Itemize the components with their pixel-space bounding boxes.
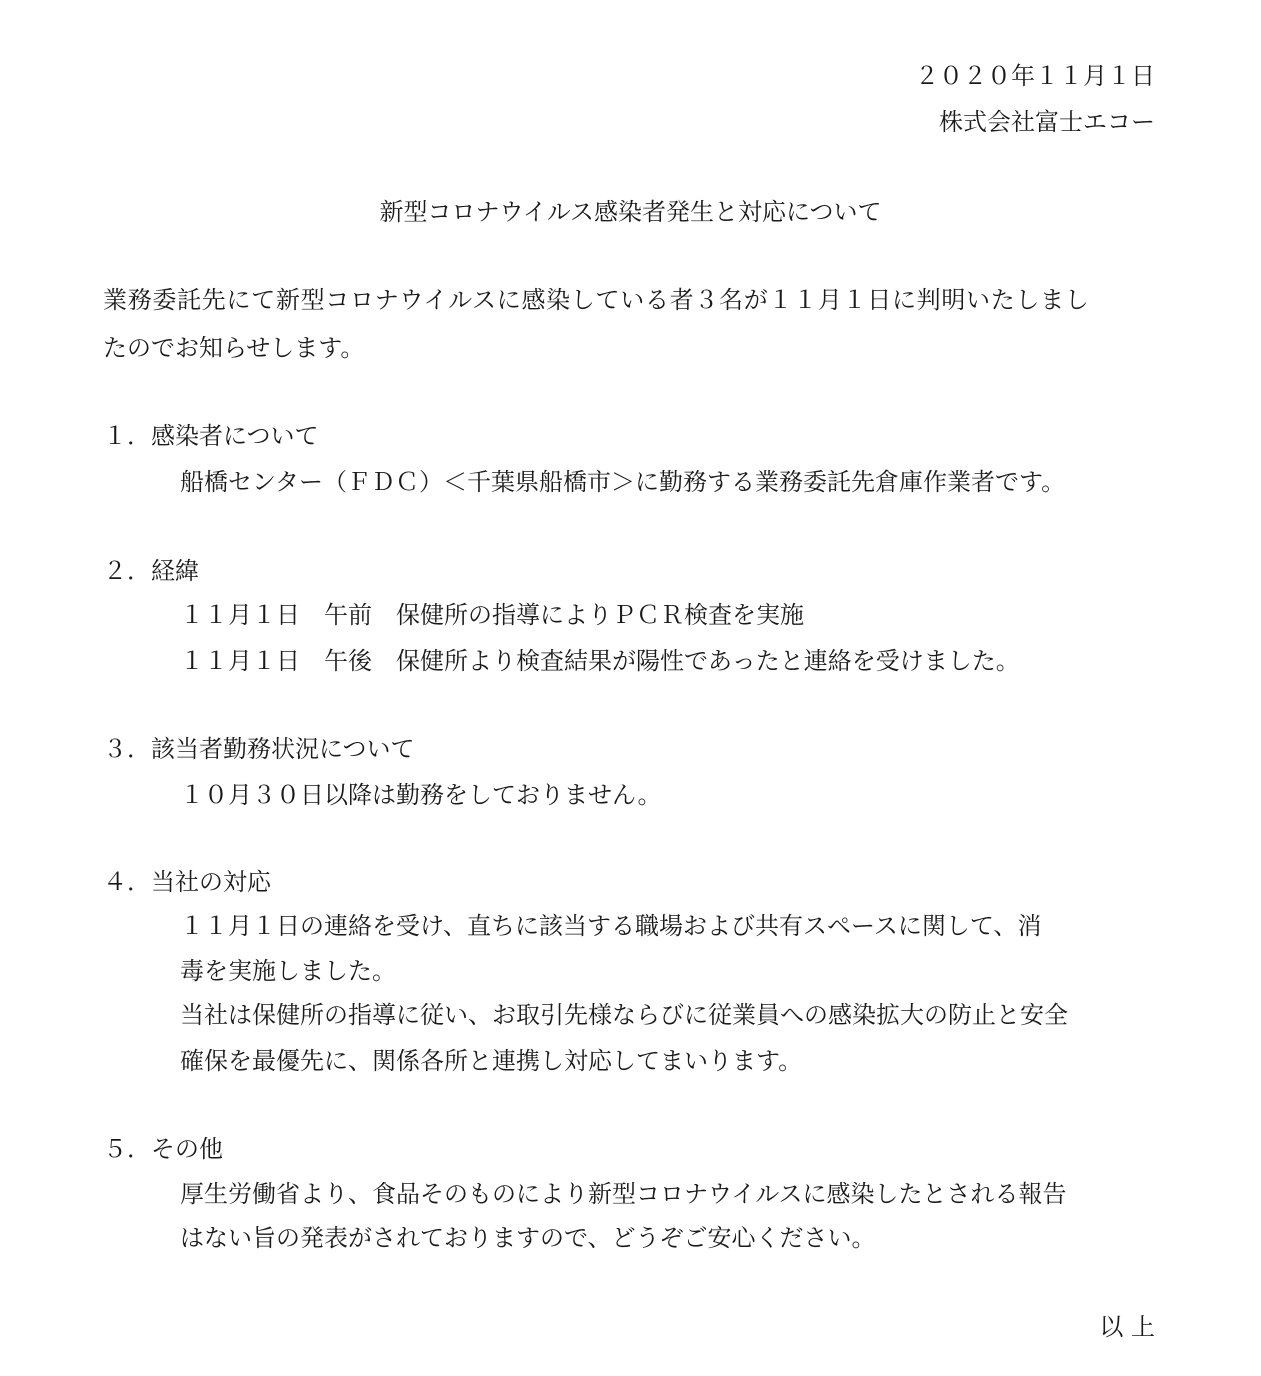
intro-line-2: たのでお知らせします。 bbox=[103, 334, 365, 362]
section-2-line-1: １１月１日 午前 保健所の指導によりＰＣＲ検査を実施 bbox=[180, 601, 804, 629]
date: ２０２０年１１月１日 bbox=[915, 62, 1155, 90]
section-4-line-4: 確保を最優先に、関係各所と連携し対応してまいります。 bbox=[180, 1047, 803, 1075]
section-5-line-1: 厚生労働省より、食品そのものにより新型コロナウイルスに感染したとされる報告 bbox=[180, 1180, 1067, 1208]
section-3-heading: ３．該当者勤務状況について bbox=[103, 735, 415, 763]
section-5-line-2: はない旨の発表がされておりますので、どうぞご安心ください。 bbox=[180, 1224, 876, 1252]
intro-line-1: 業務委託先にて新型コロナウイルスに感染している者３名が１１月１日に判明いたしまし bbox=[103, 286, 1090, 314]
section-4-line-1: １１月１日の連絡を受け、直ちに該当する職場および共有スペースに関して、消 bbox=[180, 912, 1042, 940]
section-2-line-2: １１月１日 午後 保健所より検査結果が陽性であったと連絡を受けました。 bbox=[180, 647, 1020, 675]
section-4-heading: ４．当社の対応 bbox=[103, 868, 271, 896]
section-5-heading: ５．その他 bbox=[103, 1135, 223, 1163]
section-4-line-3: 当社は保健所の指導に従い、お取引先様ならびに従業員への感染拡大の防止と安全 bbox=[180, 1001, 1068, 1029]
company-name: 株式会社富士エコー bbox=[939, 108, 1155, 136]
section-4-line-2: 毒を実施しました。 bbox=[180, 957, 396, 985]
document-title: 新型コロナウイルス感染者発生と対応について bbox=[379, 198, 882, 226]
section-2-heading: ２．経緯 bbox=[103, 557, 199, 585]
section-3-line-1: １０月３０日以降は勤務をしておりません。 bbox=[180, 781, 662, 809]
section-1-line-1: 船橋センター（ＦＤＣ）＜千葉県船橋市＞に勤務する業務委託先倉庫作業者です。 bbox=[180, 468, 1066, 496]
section-1-heading: １．感染者について bbox=[103, 422, 319, 450]
closing-mark: 以 上 bbox=[1099, 1313, 1155, 1341]
